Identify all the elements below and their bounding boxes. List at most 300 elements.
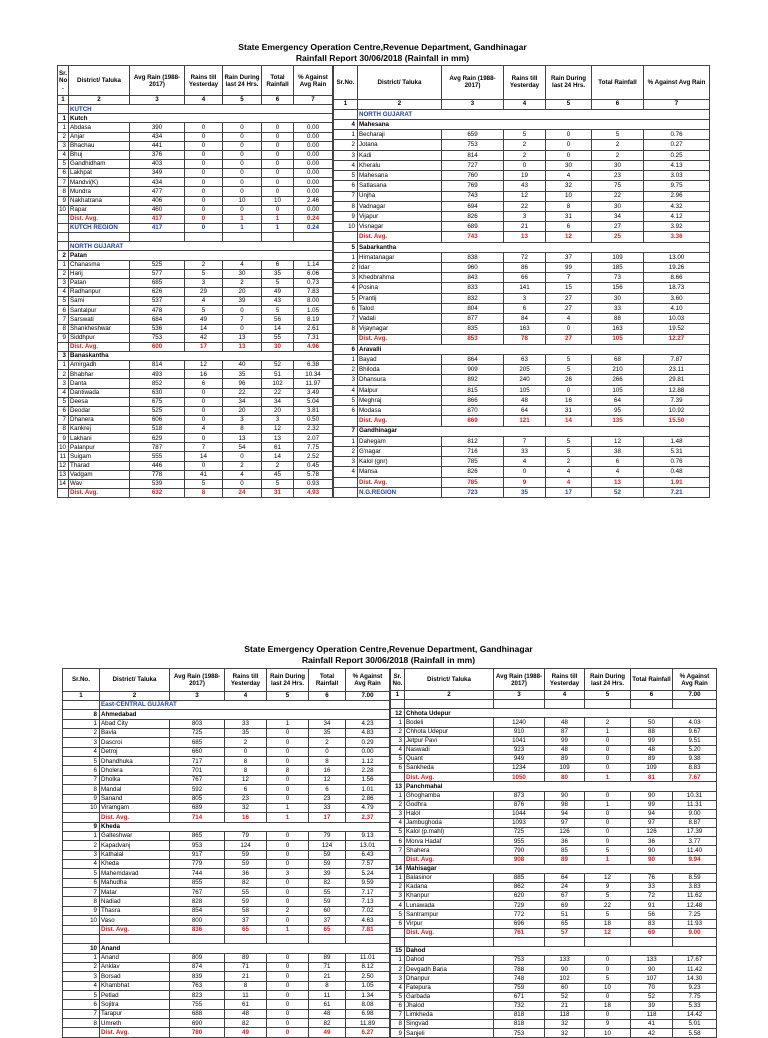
total-rainfall: 90 <box>631 791 673 800</box>
rain-last-24h: 0 <box>223 169 262 178</box>
taluka-row <box>58 479 333 488</box>
district-average-row <box>391 855 717 864</box>
total-rainfall: 27 <box>592 222 644 232</box>
col-percent-header: % Against Avg Rain <box>294 66 333 96</box>
district-section-row <box>334 344 710 354</box>
sr-number: 8 <box>334 324 358 334</box>
rains-till-yesterday: 48 <box>225 1009 267 1018</box>
total-rainfall: 13 <box>262 434 294 443</box>
rain-last-24h: 12 <box>585 873 631 882</box>
taluka-name: Kheda <box>100 860 170 869</box>
total-rainfall: 41 <box>631 1020 673 1029</box>
percent-against-avg: 9.00 <box>673 809 717 818</box>
cell <box>170 934 225 943</box>
taluka-name: Mandvi(K) <box>69 178 130 187</box>
sr-number: 1 <box>391 956 405 965</box>
percent-against-avg: 11.42 <box>673 965 717 974</box>
taluka-name: Patan <box>69 278 130 287</box>
avg-rain: 536 <box>130 324 185 333</box>
total-rainfall: 37 <box>309 916 346 925</box>
taluka-name: Himatanagar <box>358 252 442 262</box>
avg-rain: 960 <box>442 263 504 273</box>
taluka-name: Dhanera <box>69 415 130 424</box>
rain-last-24h: 40 <box>223 361 262 370</box>
district-average-row <box>334 232 710 242</box>
percent-against-avg: 0.00 <box>346 747 390 756</box>
col-number: 1 <box>58 96 69 105</box>
taluka-name: Abdasa <box>69 123 130 132</box>
percent-against-avg: 9.59 <box>346 878 390 887</box>
percent-against-avg: 7.17 <box>346 888 390 897</box>
percent-against-avg: 7.87 <box>644 355 710 365</box>
taluka-row <box>391 1029 717 1038</box>
percent-against-avg: 7.21 <box>644 487 710 497</box>
district-section-row <box>58 114 333 123</box>
percent-against-avg: 7.83 <box>294 287 333 296</box>
avg-rain: 804 <box>442 303 504 313</box>
avg-rain: 949 <box>494 754 545 763</box>
total-rainfall: 12 <box>262 425 294 434</box>
taluka-name: Lunawada <box>405 901 494 910</box>
percent-against-avg: 2.50 <box>346 972 390 981</box>
total-rainfall: 105 <box>592 385 644 395</box>
rain-last-24h: 0 <box>267 972 309 981</box>
taluka-row <box>58 178 333 187</box>
total-rainfall: 91 <box>631 901 673 910</box>
rain-last-24h: 5 <box>585 910 631 919</box>
taluka-name: Dholera <box>100 766 170 775</box>
taluka-row <box>334 395 710 405</box>
total-rainfall: 20 <box>262 406 294 415</box>
total-rainfall: 109 <box>592 252 644 262</box>
total-rainfall: 163 <box>592 324 644 334</box>
row-label: Dist. Avg. <box>358 477 442 487</box>
total-rainfall: 1 <box>262 223 294 232</box>
total-rainfall: 109 <box>631 764 673 773</box>
rains-till-yesterday: 0 <box>185 196 223 205</box>
total-rainfall: 5 <box>262 306 294 315</box>
percent-against-avg: 10.03 <box>644 314 710 324</box>
rains-till-yesterday: 82 <box>225 878 267 887</box>
district-section-row <box>391 782 717 791</box>
total-rainfall: 25 <box>592 232 644 242</box>
report-page-2 <box>62 644 715 1038</box>
taluka-name: Dhanpur <box>405 974 494 983</box>
rain-last-24h: 0 <box>267 747 309 756</box>
total-rainfall: 81 <box>631 773 673 782</box>
avg-rain: 873 <box>494 791 545 800</box>
total-rainfall: 118 <box>631 1010 673 1019</box>
total-rainfall: 30 <box>592 293 644 303</box>
taluka-name: Mandal <box>100 785 170 794</box>
rain-last-24h: 3 <box>223 415 262 424</box>
rains-till-yesterday: 2 <box>504 150 546 160</box>
avg-rain: 725 <box>170 728 225 737</box>
rains-till-yesterday: 59 <box>225 897 267 906</box>
avg-rain: 753 <box>130 333 185 342</box>
rains-till-yesterday: 37 <box>225 916 267 925</box>
percent-against-avg: 11.31 <box>673 800 717 809</box>
taluka-row <box>63 831 390 840</box>
percent-against-avg: 3.36 <box>644 232 710 242</box>
avg-rain: 854 <box>170 906 225 915</box>
percent-against-avg: 8.19 <box>294 315 333 324</box>
rains-till-yesterday: 0 <box>185 461 223 470</box>
taluka-row <box>58 470 333 479</box>
taluka-row <box>391 846 717 855</box>
taluka-name: Thasra <box>100 906 170 915</box>
sr-number: 5 <box>58 297 69 306</box>
rains-till-yesterday: 65 <box>225 925 267 934</box>
taluka-name: Vijaynagar <box>358 324 442 334</box>
rains-till-yesterday: 97 <box>545 818 585 827</box>
avg-rain: 1234 <box>494 764 545 773</box>
col-percent-header: % Against Avg Rain <box>673 669 717 691</box>
percent-against-avg: 4.12 <box>644 211 710 221</box>
taluka-row <box>391 965 717 974</box>
total-rainfall: 90 <box>631 855 673 864</box>
rain-last-24h: 0 <box>267 991 309 1000</box>
percent-against-avg: 4.79 <box>346 803 390 812</box>
total-rainfall: 59 <box>309 850 346 859</box>
district-number: 10 <box>63 944 100 953</box>
total-rainfall: 30 <box>592 160 644 170</box>
total-rainfall: 35 <box>262 269 294 278</box>
taluka-name: Modasa <box>358 406 442 416</box>
avg-rain: 753 <box>442 140 504 150</box>
avg-rain: 788 <box>494 965 545 974</box>
total-rainfall: 69 <box>631 928 673 937</box>
taluka-row <box>63 1019 390 1028</box>
sr-number: 10 <box>58 205 69 214</box>
cell <box>334 416 358 426</box>
taluka-name: Galteshwar <box>100 831 170 840</box>
taluka-name: Prantij <box>358 293 442 303</box>
avg-rain: 675 <box>130 397 185 406</box>
taluka-row <box>63 916 390 925</box>
taluka-row <box>334 150 710 160</box>
taluka-row <box>63 1009 390 1018</box>
percent-against-avg: 3.83 <box>673 882 717 891</box>
avg-rain: 660 <box>170 747 225 756</box>
sr-number: 5 <box>391 910 405 919</box>
taluka-row <box>334 191 710 201</box>
report-subtitle: Rainfall Report 30/06/2018 (Rainfall in mm) <box>301 655 476 665</box>
total-rainfall: 0 <box>309 747 346 756</box>
avg-rain: 716 <box>442 446 504 456</box>
district-number: 8 <box>63 710 100 719</box>
total-rainfall: 6 <box>262 260 294 269</box>
rain-last-24h: 12 <box>585 928 631 937</box>
taluka-name: Bhachau <box>69 141 130 150</box>
percent-against-avg: 14.42 <box>673 1010 717 1019</box>
taluka-row <box>334 303 710 313</box>
percent-against-avg: 0.00 <box>294 123 333 132</box>
percent-against-avg: 0.24 <box>294 223 333 232</box>
rains-till-yesterday: 79 <box>225 831 267 840</box>
rains-till-yesterday: 105 <box>504 385 546 395</box>
percent-against-avg: 12.27 <box>644 334 710 344</box>
rains-till-yesterday: 21 <box>504 222 546 232</box>
row-label: N.G.REGION <box>358 487 442 497</box>
col-avg-header: Avg Rain (1988-2017) <box>170 669 225 692</box>
taluka-row <box>63 728 390 737</box>
rain-last-24h: 8 <box>546 201 592 211</box>
rains-till-yesterday: 4 <box>185 297 223 306</box>
rain-last-24h: 4 <box>223 470 262 479</box>
avg-rain: 835 <box>442 324 504 334</box>
cell <box>334 334 358 344</box>
rains-till-yesterday: 12 <box>185 361 223 370</box>
rains-till-yesterday: 3 <box>504 293 546 303</box>
taluka-name: Quant <box>405 754 494 763</box>
avg-rain: 753 <box>494 956 545 965</box>
district-section-row <box>391 709 717 718</box>
percent-against-avg: 5.04 <box>294 397 333 406</box>
district-name: Aravalli <box>358 344 710 354</box>
taluka-name: Sarswati <box>69 315 130 324</box>
cell <box>405 937 494 946</box>
sr-number: 7 <box>63 775 100 784</box>
district-number: 13 <box>391 782 405 791</box>
sr-number: 1 <box>58 123 69 132</box>
avg-rain: 723 <box>442 487 504 497</box>
percent-against-avg: 4.13 <box>644 160 710 170</box>
rains-till-yesterday: 72 <box>504 252 546 262</box>
rain-last-24h: 0 <box>267 916 309 925</box>
blank-row <box>58 233 333 242</box>
sr-number: 4 <box>334 283 358 293</box>
avg-rain: 732 <box>494 1001 545 1010</box>
total-rainfall: 126 <box>631 828 673 837</box>
rains-till-yesterday: 51 <box>545 910 585 919</box>
district-section-row <box>58 251 333 260</box>
rain-last-24h: 20 <box>223 287 262 296</box>
rain-last-24h: 5 <box>546 355 592 365</box>
col-number: 2 <box>405 691 494 700</box>
avg-rain: 910 <box>494 727 545 736</box>
col-number: 7 <box>294 96 333 105</box>
taluka-name: Khambhat <box>100 981 170 990</box>
district-number: 14 <box>391 864 405 873</box>
col-sr-header: Sr.No. <box>63 669 100 692</box>
avg-rain: 955 <box>494 837 545 846</box>
avg-rain: 809 <box>170 953 225 962</box>
rain-last-24h: 0 <box>267 888 309 897</box>
taluka-name: Kankrej <box>69 425 130 434</box>
rain-last-24h: 1 <box>267 803 309 812</box>
district-number: 6 <box>334 344 358 354</box>
taluka-name: Jotana <box>358 140 442 150</box>
rains-till-yesterday: 16 <box>185 370 223 379</box>
rains-till-yesterday: 6 <box>225 785 267 794</box>
rains-till-yesterday: 19 <box>504 171 546 181</box>
percent-against-avg: 13.00 <box>644 252 710 262</box>
rain-last-24h: 1 <box>267 813 309 822</box>
taluka-name: Bhiloda <box>358 365 442 375</box>
total-rainfall: 0 <box>262 141 294 150</box>
taluka-row <box>334 181 710 191</box>
col-district-header: District/ Taluka <box>69 66 130 96</box>
total-rainfall: 0 <box>262 123 294 132</box>
total-rainfall: 8 <box>309 981 346 990</box>
taluka-name: Chhota Udepur <box>405 727 494 736</box>
rains-till-yesterday: 11 <box>225 991 267 1000</box>
taluka-name: Anklav <box>100 962 170 971</box>
total-rainfall: 2 <box>592 140 644 150</box>
rain-last-24h: 30 <box>223 269 262 278</box>
taluka-row <box>63 766 390 775</box>
taluka-name: Unjha <box>358 191 442 201</box>
percent-against-avg: 1.05 <box>346 981 390 990</box>
total-rainfall: 35 <box>309 728 346 737</box>
percent-against-avg: 1.91 <box>644 477 710 487</box>
sr-number: 3 <box>63 972 100 981</box>
sr-number: 11 <box>58 452 69 461</box>
total-rainfall: 82 <box>309 1019 346 1028</box>
report-page-1 <box>57 42 708 498</box>
taluka-row <box>63 775 390 784</box>
rains-till-yesterday: 6 <box>504 303 546 313</box>
sr-number: 1 <box>334 252 358 262</box>
taluka-name: Kathalal <box>100 850 170 859</box>
percent-against-avg: 0.76 <box>644 457 710 467</box>
col-percent-header: % Against Avg Rain <box>644 66 710 100</box>
taluka-row <box>334 314 710 324</box>
taluka-name: Shahera <box>405 846 494 855</box>
taluka-name: Petlad <box>100 991 170 1000</box>
rain-last-24h: 1 <box>267 719 309 728</box>
taluka-name: Tharad <box>69 461 130 470</box>
rains-till-yesterday: 36 <box>545 837 585 846</box>
rains-till-yesterday: 21 <box>545 1001 585 1010</box>
taluka-row <box>63 981 390 990</box>
percent-against-avg: 5.78 <box>294 470 333 479</box>
percent-against-avg: 1.34 <box>346 991 390 1000</box>
total-rainfall: 185 <box>592 263 644 273</box>
taluka-name: Vadnagar <box>358 201 442 211</box>
district-name: Kheda <box>100 822 390 831</box>
percent-against-avg: 5.20 <box>673 745 717 754</box>
rain-last-24h: 0 <box>267 831 309 840</box>
rain-last-24h: 7 <box>223 315 262 324</box>
rain-last-24h: 37 <box>546 252 592 262</box>
rain-last-24h: 8 <box>223 425 262 434</box>
rains-till-yesterday: 0 <box>185 159 223 168</box>
taluka-name: Sami <box>69 297 130 306</box>
total-rainfall: 97 <box>631 818 673 827</box>
percent-against-avg: 7.39 <box>644 395 710 405</box>
rains-till-yesterday: 23 <box>225 794 267 803</box>
col-number: 4 <box>504 99 546 109</box>
rain-last-24h: 2 <box>223 278 262 287</box>
sr-number: 9 <box>58 333 69 342</box>
total-rainfall: 99 <box>631 800 673 809</box>
taluka-name: Bavla <box>100 728 170 737</box>
sr-number: 4 <box>391 745 405 754</box>
taluka-row <box>391 718 717 727</box>
taluka-name: Meghraj <box>358 395 442 405</box>
cell <box>63 934 100 943</box>
percent-against-avg: 8.00 <box>294 297 333 306</box>
rain-last-24h: 0 <box>585 965 631 974</box>
avg-rain: 688 <box>170 1009 225 1018</box>
rain-last-24h: 0 <box>267 878 309 887</box>
district-section-row <box>391 864 717 873</box>
avg-rain: 1240 <box>494 718 545 727</box>
taluka-row <box>58 415 333 424</box>
rains-till-yesterday: 141 <box>504 283 546 293</box>
rains-till-yesterday: 36 <box>225 869 267 878</box>
taluka-row <box>334 293 710 303</box>
taluka-row <box>58 187 333 196</box>
district-name: Banaskantha <box>69 351 333 360</box>
rains-till-yesterday: 0 <box>185 169 223 178</box>
taluka-row <box>63 747 390 756</box>
district-number: 9 <box>63 822 100 831</box>
col-rain-24h-header: Rain During last 24 Hrs. <box>223 66 262 96</box>
sr-number: 10 <box>63 916 100 925</box>
sr-number: 10 <box>58 443 69 452</box>
taluka-row <box>391 992 717 1001</box>
percent-against-avg: 8.59 <box>673 873 717 882</box>
avg-rain: 727 <box>442 160 504 170</box>
avg-rain: 477 <box>130 187 185 196</box>
taluka-name: Jhalod <box>405 1001 494 1010</box>
percent-against-avg: 0.25 <box>644 150 710 160</box>
avg-rain: 403 <box>130 159 185 168</box>
taluka-row <box>391 956 717 965</box>
total-rainfall: 17 <box>309 813 346 822</box>
cell <box>334 109 358 119</box>
rain-last-24h: 27 <box>546 334 592 344</box>
cell <box>294 233 333 242</box>
taluka-name: Malpur <box>358 385 442 395</box>
rain-last-24h: 14 <box>546 416 592 426</box>
district-average-row <box>63 813 390 822</box>
percent-against-avg: 1.48 <box>644 436 710 446</box>
total-rainfall: 8 <box>309 757 346 766</box>
rain-last-24h: 0 <box>267 981 309 990</box>
district-number: 5 <box>334 242 358 252</box>
district-average-row <box>63 925 390 934</box>
rains-till-yesterday: 64 <box>545 873 585 882</box>
avg-rain: 714 <box>170 813 225 822</box>
percent-against-avg: 17.67 <box>673 956 717 965</box>
sr-number: 2 <box>334 140 358 150</box>
rains-till-yesterday: 89 <box>545 754 585 763</box>
total-rainfall: 90 <box>631 965 673 974</box>
cell <box>58 489 69 498</box>
taluka-row <box>391 809 717 818</box>
col-rain-24h-header: Rain During last 24 Hrs. <box>585 669 631 691</box>
rain-last-24h: 0 <box>585 956 631 965</box>
total-rainfall: 5 <box>592 130 644 140</box>
taluka-name: Kalol (p.mahl) <box>405 828 494 837</box>
sr-number: 3 <box>63 738 100 747</box>
taluka-row <box>58 278 333 287</box>
total-rainfall: 31 <box>262 489 294 498</box>
rains-till-yesterday: 21 <box>225 972 267 981</box>
avg-rain: 892 <box>442 375 504 385</box>
district-number: 4 <box>334 119 358 129</box>
sr-number: 7 <box>58 415 69 424</box>
taluka-name: Garbada <box>405 992 494 1001</box>
total-rainfall: 49 <box>262 287 294 296</box>
row-label: Dist. Avg. <box>100 813 170 822</box>
rains-till-yesterday: 65 <box>545 919 585 928</box>
sr-number: 2 <box>58 269 69 278</box>
